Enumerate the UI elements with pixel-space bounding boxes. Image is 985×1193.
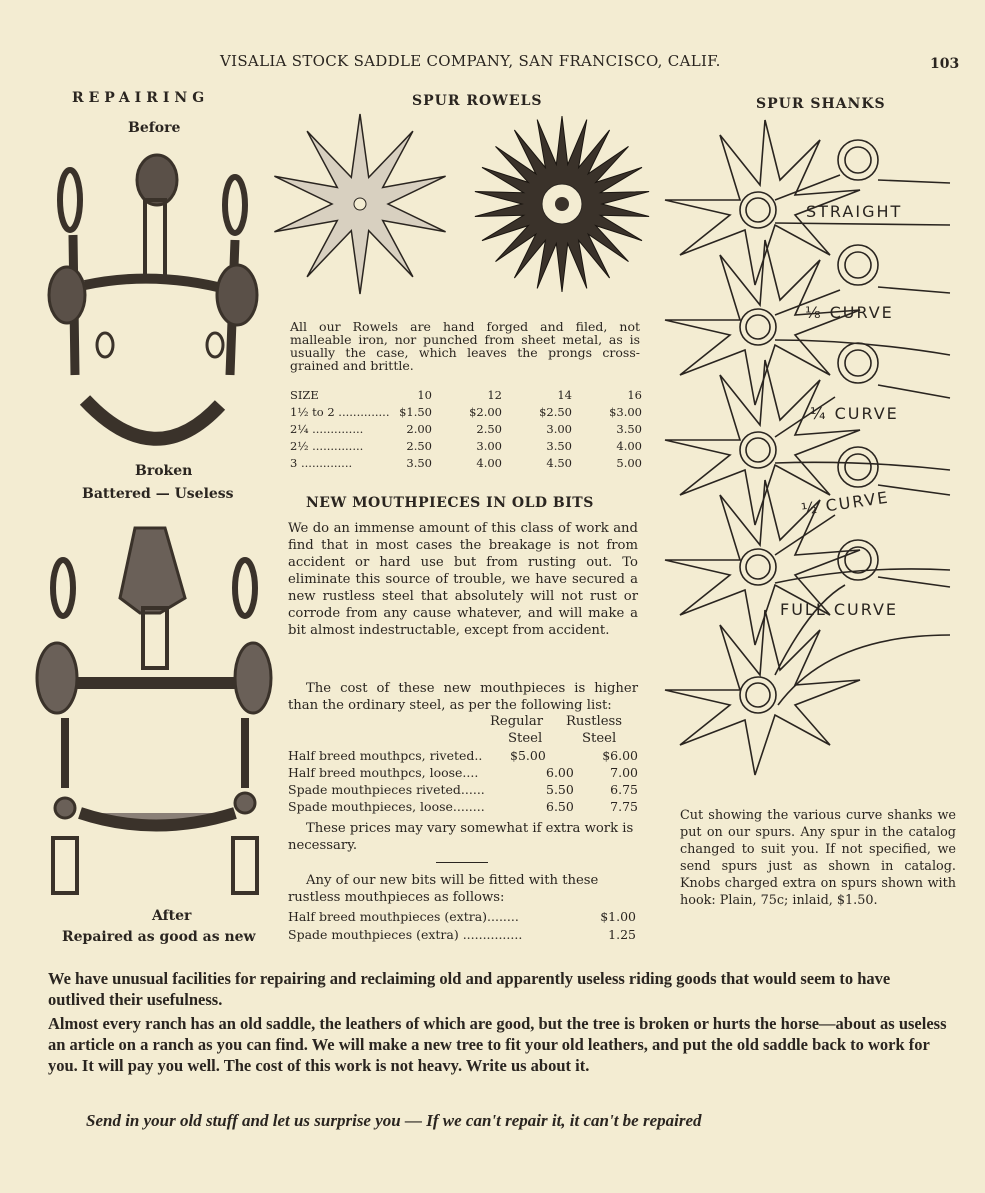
divider (436, 862, 488, 863)
table-cell: 3.00 (476, 438, 502, 453)
table-cell: $2.50 (539, 404, 572, 419)
price-item-name: Spade mouthpieces, loose........ (288, 799, 485, 814)
table-row (290, 454, 642, 471)
table-cell: $1.50 (399, 404, 432, 419)
many-point-rowel-illustration (472, 114, 652, 294)
table-cell: 2.50 (406, 438, 432, 453)
repairing-title: REPAIRING (72, 90, 210, 106)
broken-bit-illustration (45, 145, 265, 460)
table-row (290, 403, 642, 420)
table-header-cell: 10 (417, 387, 432, 402)
table-cell: $2.00 (469, 404, 502, 419)
table-header-cell: 16 (627, 387, 642, 402)
repaired-label: Repaired as good as new (62, 929, 256, 945)
price-regular: 5.50 (546, 782, 574, 797)
price-rustless: 6.75 (610, 782, 638, 797)
page-header: VISALIA STOCK SADDLE COMPANY, SAN FRANCISCO, CALIF. (220, 52, 721, 70)
shanks-description: Cut showing the various curve shanks we put on our spurs. Any spur in the catalog changed to suit you. If not specified, we send spurs just as shown in catalog. Knobs charged extra on spurs shown with hook: Plain, 75c; inlaid, $1.50. (680, 808, 956, 908)
price-item-name: Half breed mouthpcs, loose.... (288, 765, 479, 780)
rowels-description: All our Rowels are hand forged and filed, not malleable iron, nor punched from sheet metal, as is usually the case, which leaves the prongs cross-grained and brittle. (290, 319, 640, 373)
col-regular: Regular (490, 714, 544, 729)
table-cell: 2½ .............. (290, 438, 364, 453)
ten-point-rowel-illustration (268, 112, 453, 297)
extra-price: 1.25 (608, 927, 636, 942)
prices-note: These prices may vary somewhat if extra work is necessary. (288, 821, 634, 853)
extra-price: $1.00 (600, 909, 636, 924)
before-label: Before (128, 120, 181, 136)
col-steel-rustless: Steel (582, 731, 617, 746)
broken-label: Broken (135, 463, 193, 479)
shank-label-straight: STRAIGHT (806, 202, 903, 221)
table-cell: 5.00 (616, 455, 642, 470)
list-item (288, 908, 638, 926)
table-cell: 2.00 (406, 421, 432, 436)
price-item-name: Spade mouthpieces riveted...... (288, 782, 485, 797)
table-cell: 3.00 (546, 421, 572, 436)
mouthpieces-para1: We do an immense amount of this class of work and find that in most cases the breakage is not from accident or hard use but from rusting out. To eliminate this source of trouble, we have secured a new rustless steel that absolutely will not rust or corrode from any cause whatever, and will make a bit almost indestructable, except from accident. (288, 521, 638, 638)
price-regular: 6.00 (546, 765, 574, 780)
page-number: 103 (930, 56, 960, 72)
shank-label-full-curve: FULL CURVE (780, 600, 899, 619)
table-header-cell: 14 (557, 387, 572, 402)
shank-label-eighth-curve: ⅛ CURVE (805, 303, 894, 322)
table-cell: 2.50 (476, 421, 502, 436)
price-rustless: 7.75 (610, 799, 638, 814)
table-header-cell: 12 (487, 387, 502, 402)
shank-label-quarter-curve: ¼ CURVE (810, 404, 899, 423)
price-item-name: Half breed mouthpcs, riveted.. (288, 748, 483, 763)
table-cell: 3 .............. (290, 455, 353, 470)
table-row (290, 420, 642, 437)
list-item (288, 747, 638, 764)
price-regular: $5.00 (510, 748, 546, 763)
col-steel-regular: Steel (508, 731, 543, 746)
table-cell: 4.00 (476, 455, 502, 470)
battered-label: Battered — Useless (82, 486, 234, 502)
col-rustless: Rustless (566, 714, 623, 729)
table-header-row (290, 386, 642, 403)
after-label: After (152, 908, 192, 924)
repaired-bit-illustration (35, 518, 275, 908)
list-item (288, 764, 638, 781)
table-cell: 3.50 (616, 421, 642, 436)
table-cell: 1½ to 2 .............. (290, 404, 390, 419)
bottom-para1: We have unusual facilities for repairing and reclaiming old and apparently useless riding goods that would seem to have outlived their usefulness. (48, 969, 891, 1009)
mouthpieces-title: NEW MOUTHPIECES IN OLD BITS (306, 495, 594, 511)
table-cell: 2¼ .............. (290, 421, 364, 436)
table-cell: 3.50 (546, 438, 572, 453)
list-item (288, 781, 638, 798)
slogan: Send in your old stuff and let us surprise you — If we can't repair it, it can't be repaired (86, 1111, 702, 1130)
shank-label-half-curve: ½ CURVE (800, 487, 891, 519)
price-regular: 6.50 (546, 799, 574, 814)
bottom-para2: Almost every ranch has an old saddle, the leathers of which are good, but the tree is broken or hurts the horse—about as useless an article on a ranch as you can find. We will make a new tree to fit your old leathers, and put the old saddle back to work for you. It will pay you well. The cost of this work is not heavy. Write us about it. (48, 1014, 947, 1075)
table-row (290, 437, 642, 454)
table-header-cell: SIZE (290, 387, 319, 402)
table-cell: 3.50 (406, 455, 432, 470)
extra-item-name: Spade mouthpieces (extra) ............... (288, 927, 523, 942)
table-cell: $3.00 (609, 404, 642, 419)
price-rustless: $6.00 (602, 748, 638, 763)
list-item (288, 798, 638, 815)
rowel-size-table (290, 386, 642, 471)
mouthpieces-para2: The cost of these new mouthpieces is higher than the ordinary steel, as per the following list: (288, 681, 638, 713)
table-cell: 4.00 (616, 438, 642, 453)
mouthpiece-price-list (288, 747, 638, 815)
list-item (288, 926, 638, 944)
table-cell: 4.50 (546, 455, 572, 470)
spur-rowels-title: SPUR ROWELS (412, 93, 543, 109)
extra-item-name: Half breed mouthpieces (extra)........ (288, 909, 519, 924)
spur-shanks-title: SPUR SHANKS (756, 96, 886, 112)
price-rustless: 7.00 (610, 765, 638, 780)
fitted-intro: Any of our new bits will be fitted with these rustless mouthpieces as follows: (288, 873, 599, 905)
extras-list (288, 908, 638, 944)
